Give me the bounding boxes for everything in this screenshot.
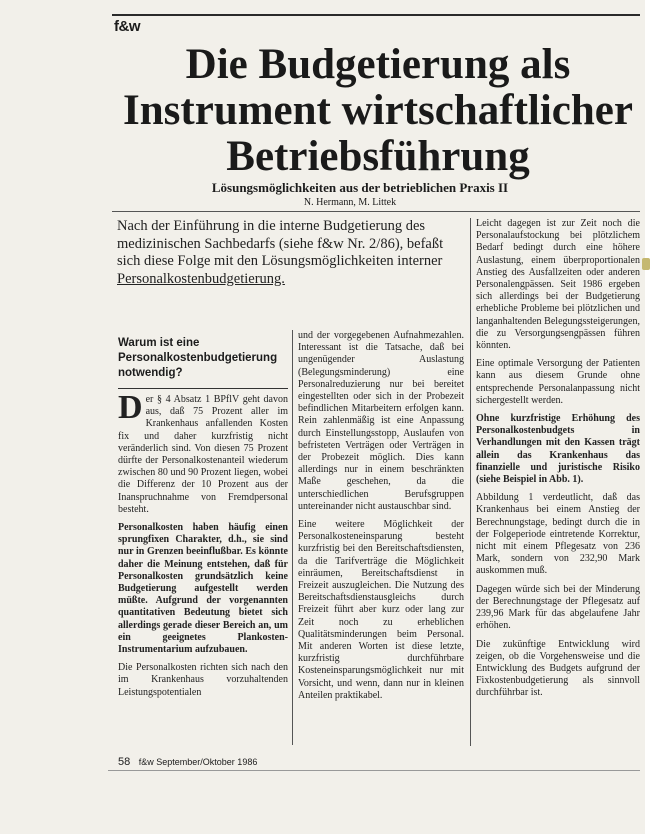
section-heading: Warum ist eine Personalkostenbudgetierung notwendig? [118, 337, 278, 379]
column-divider [470, 218, 471, 746]
footer-rule [108, 770, 640, 771]
header-divider [112, 211, 640, 212]
page-tab-marker [642, 258, 650, 270]
title-line: Die Budgetierung als [185, 41, 571, 88]
drop-cap: D [118, 389, 143, 426]
paragraph: Dagegen würde sich bei der Minderung der Berechnungstage der Pflegesatz auf 239,96 Mark für das abgelaufene Jahr erhöhen. [476, 583, 640, 632]
paragraph-text: er § 4 Absatz 1 BPflV geht davon aus, daß 75 Prozent aller im Krankenhaus anfallenden Kosten fix und daher kurzfristig nicht veränderlich sind. Von diesen 75 Prozent dürfte der Personalkostenanteil wiederum zwischen 80 und 90 Prozent liegen, wobei die Differenz der 10 Prozent aus der Inanspruchnahme von Fremdpersonal besteht. [118, 394, 288, 515]
paragraph: Leicht dagegen ist zur Zeit noch die Personalaufstockung bei plötzlichem Bedarf bedingt durch eine höhere Auslastung, einem überproportionalen Anstieg des Ausfallzeiten oder anderen Personalengpässen. Seit 1986 ergeben sich allerdings bei der Budgetierung erhebliche Probleme bei plötzlichen und langanhaltenden Belegungssteigerungen, die zu Versorgungsengpässen führen könnten. [476, 218, 640, 352]
text-column-1 [118, 389, 288, 705]
column-divider [292, 330, 293, 745]
journal-logo: f&w [114, 18, 140, 35]
title-line: Instrument wirtschaftlicher [123, 87, 633, 134]
page-number: 58 [118, 756, 131, 768]
paragraph: Eine weitere Möglichkeit der Personalkosteneinsparung besteht kurzfristig bei den Bereitschaftsdiensten, da die Tarifverträge die Möglichkeit einräumen, Bereitschaftsdienst in Freizeit auszugleichen. Die Nutzung des Bereitschaftsdienstausgleichs durch Freizeit führt aber kurz oder lang zur Zeit noch zu erheblichen Qualitätsminderungen beim Personal. Mit anderen Worten ist diese letzte, kurzfristig durchführbare Kosteneinsparungsmöglichkeit nur mit Vorsicht, und wenn, dann nur in kleinen Anteilen praktikabel. [298, 519, 464, 701]
text-column-2 [298, 330, 464, 708]
lead-underlined-term: Personalkostenbudgetierung. [117, 270, 285, 287]
article-authors: N. Hermann, M. Littek [303, 197, 397, 208]
title-line: Betriebsführung [226, 133, 530, 180]
article-title [108, 42, 648, 180]
paragraph-bold: Ohne kurzfristige Erhöhung des Personalkostenbudgets in Verhandlungen mit den Kassen trägt allein das Krankenhaus das finanzielle und juristische Risiko (siehe Beispiel in Abb. 1). [476, 413, 640, 486]
paragraph-bold: Personalkosten haben häufig einen sprungfixen Charakter, d.h., sie sind nur in Grenzen beeinflußbar. Es könnte daher die Meinung entstehen, daß für Personalkosten grundsätzlich keine Budgetierung aufgestellt werden müßte. Aufgrund der vorgenannten quantitativen Bedeutung bietet sich allerdings gerade dieser Bereich an, um ein geeignetes Plankosten-Instrumentarium aufzubauen. [118, 522, 288, 656]
paragraph: Die Personalkosten richten sich nach den im Krankenhaus vorzuhaltenden Leistungspotentialen [118, 662, 288, 698]
issue-label: f&w September/Oktober 1986 [138, 757, 258, 767]
paragraph [118, 389, 288, 516]
paragraph: und der vorgegebenen Aufnahmezahlen. Interessant ist die Tatsache, daß bei ungenügender Auslastung (Belegungsminderung) eine Personalreduzierung nur bei bereitet eingestellten oder sich in der Probezeit befindlichen Mitarbeitern erfolgen kann. Rein zahlenmäßig ist eine Anpassung durch Einstellungsstopp, Auslaufen von befristeten Verträgen oder Verträgen in der Probezeit möglich. Dies kann allerdings nur in einem beschränkten Maße geschehen, da die unterschiedlichen Berufsgruppen untereinander nicht austauschbar sind. [298, 330, 464, 512]
heading-rule [118, 388, 288, 389]
masthead-rule [112, 14, 640, 16]
paragraph: Eine optimale Versorgung der Patienten kann aus diesem Grunde ohne entsprechende Personalanpassung nicht sichergestellt werden. [476, 358, 640, 406]
lead-text: Nach der Einführung in die interne Budgetierung des medizinischen Sachbedarfs (siehe f&w Nr. 2/86), befaßt sich diese Folge mit den Lösungsmöglichkeiten interner [117, 218, 444, 269]
paragraph: Abbildung 1 verdeutlicht, daß das Krankenhaus bei einem Anstieg der Berechnungstage, bedingt durch die in der Folgeperiode eintretende Korrektur, nicht mit einem Pflegesatz von 236 Mark, sondern von 232,90 Mark auskommen muß. [476, 492, 640, 577]
page-footer [118, 756, 257, 768]
paragraph: Die zukünftige Entwicklung wird zeigen, ob die Vorgehensweise und die Entwicklung des Budgets aufgrund der Fixkostenbudgetierung als sinnvoll durchführbar ist. [476, 638, 640, 699]
lead-paragraph [117, 218, 467, 288]
text-column-3 [476, 218, 640, 706]
article-subtitle: Lösungsmöglichkeiten aus der betrieblichen Praxis II [211, 180, 509, 195]
